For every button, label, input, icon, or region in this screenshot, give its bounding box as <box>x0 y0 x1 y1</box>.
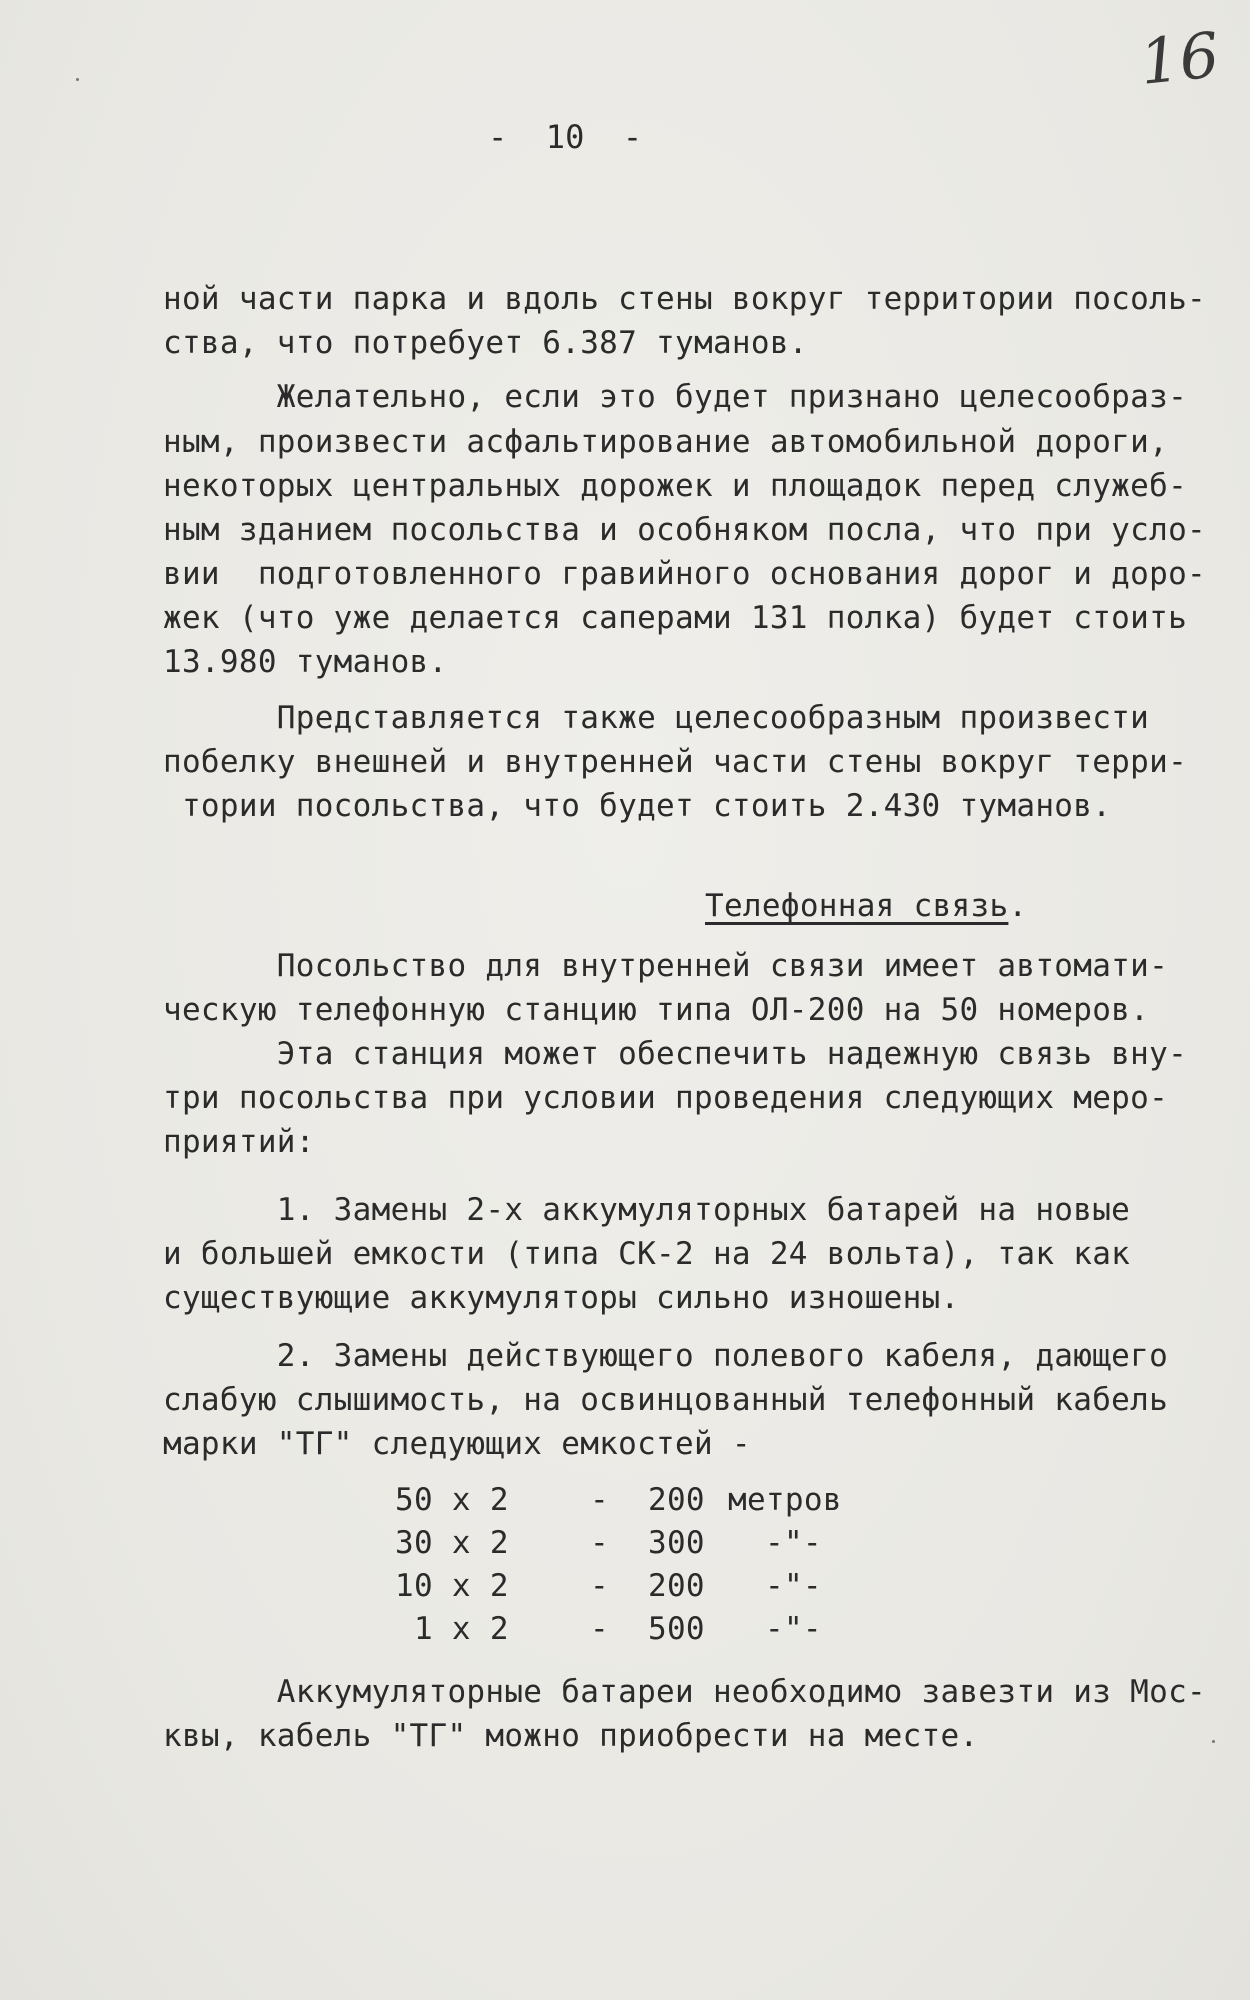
text-line: и большей емкости (типа СК-2 на 24 вольта), так как <box>163 1236 1131 1272</box>
text-line: ным зданием посольства и особняком посла, что при усло- <box>163 512 1206 548</box>
cable-length: 500 <box>648 1611 705 1647</box>
text-line: ной части парка и вдоль стены вокруг территории посоль- <box>163 281 1206 317</box>
text-line: слабую слышимость, на освинцованный телефонный кабель <box>163 1382 1169 1418</box>
text-line: ным, произвести асфальтирование автомобильной дороги, <box>163 424 1169 460</box>
text-line: три посольства при условии проведения следующих меро- <box>163 1080 1169 1116</box>
text-line: тории посольства, что будет стоить 2.430 туманов. <box>163 788 1112 824</box>
paper-speck <box>1212 1740 1215 1743</box>
text-line: приятий: <box>163 1124 315 1160</box>
cable-unit: -"- <box>765 1568 822 1604</box>
cable-size: 10 х 2 <box>395 1568 509 1604</box>
cable-dash: - <box>590 1611 609 1647</box>
cable-unit: метров <box>728 1482 842 1518</box>
text-line: Желательно, если это будет признано целесообраз- <box>163 379 1188 415</box>
cable-unit: -"- <box>765 1611 822 1647</box>
cable-dash: - <box>590 1568 609 1604</box>
text-line: жек (что уже делается саперами 131 полка) будет стоить <box>163 600 1188 636</box>
handwritten-page-mark: 16 <box>1136 18 1223 99</box>
text-line: Посольство для внутренней связи имеет автомати- <box>163 948 1169 984</box>
text-line: некоторых центральных дорожек и площадок перед служеб- <box>163 468 1188 504</box>
cable-size: 50 х 2 <box>395 1482 509 1518</box>
cable-length: 200 <box>648 1568 705 1604</box>
text-line: 1. Замены 2-х аккумуляторных батарей на новые <box>163 1192 1131 1228</box>
cable-size: 1 х 2 <box>395 1611 509 1647</box>
text-line: марки "ТГ" следующих емкостей - <box>163 1426 751 1462</box>
cable-unit: -"- <box>765 1525 822 1561</box>
cable-dash: - <box>590 1482 609 1518</box>
text-line: 2. Замены действующего полевого кабеля, дающего <box>163 1338 1169 1374</box>
text-line: ства, что потребует 6.387 туманов. <box>163 325 808 361</box>
cable-size: 30 х 2 <box>395 1525 509 1561</box>
text-line: вии подготовленного гравийного основания дорог и доро- <box>163 556 1206 592</box>
paper-speck <box>76 78 79 81</box>
text-line: квы, кабель "ТГ" можно приобрести на месте. <box>163 1718 979 1754</box>
text-line: 13.980 туманов. <box>163 644 448 680</box>
cable-length: 200 <box>648 1482 705 1518</box>
section-heading <box>705 886 1027 926</box>
text-line: ческую телефонную станцию типа ОЛ-200 на 50 номеров. <box>163 992 1150 1028</box>
text-line: существующие аккумуляторы сильно изношены. <box>163 1280 960 1316</box>
page-number: - 10 - <box>488 118 643 156</box>
cable-length: 300 <box>648 1525 705 1561</box>
section-heading-text: Телефонная связь <box>705 888 1009 924</box>
cable-dash: - <box>590 1525 609 1561</box>
section-heading-suffix: . <box>1008 888 1028 924</box>
text-line: Эта станция может обеспечить надежную связь вну- <box>163 1036 1188 1072</box>
text-line: побелку внешней и внутренней части стены вокруг терри- <box>163 744 1188 780</box>
text-line: Представляется также целесообразным произвести <box>163 700 1150 736</box>
text-line: Аккумуляторные батареи необходимо завезти из Мос- <box>163 1674 1206 1710</box>
